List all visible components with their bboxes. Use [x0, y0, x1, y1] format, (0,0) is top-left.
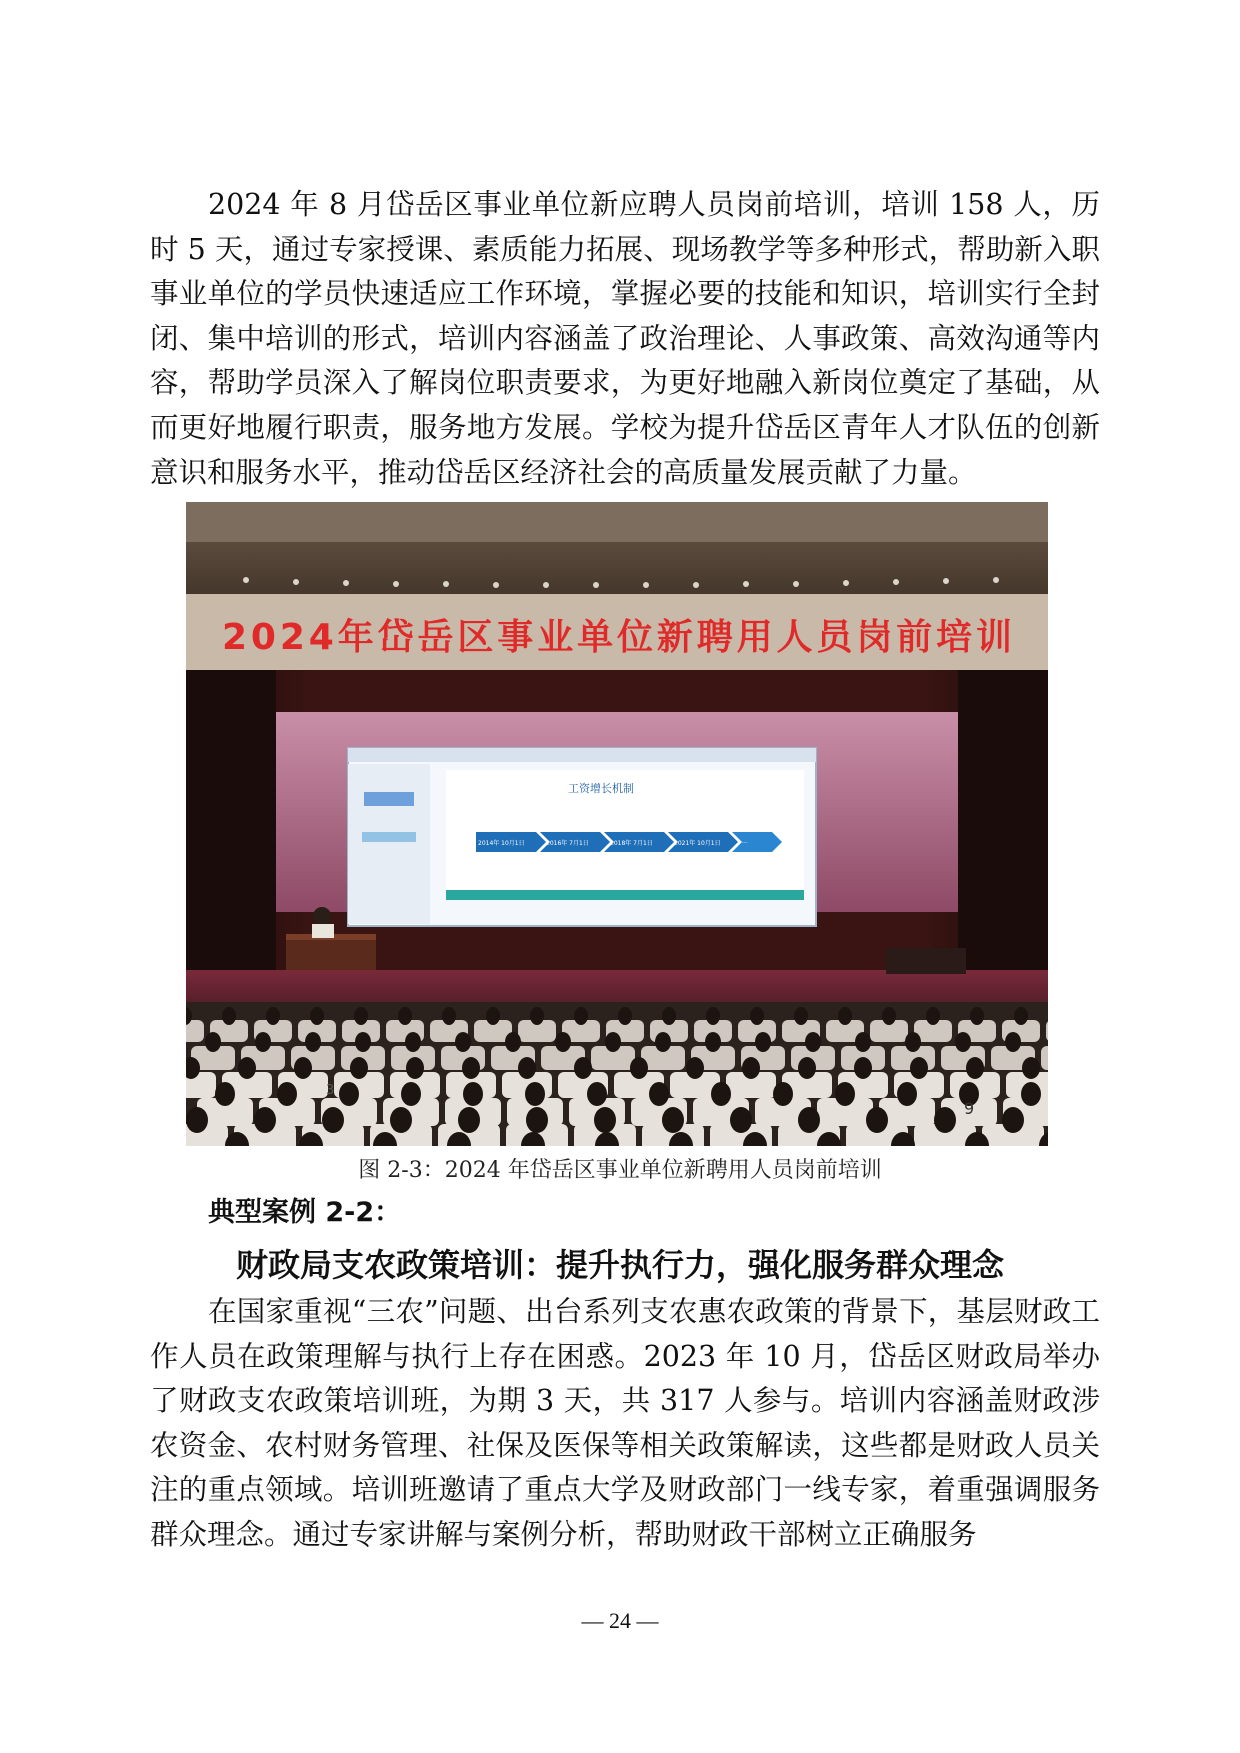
svg-text:2014年 10月1日: 2014年 10月1日 [478, 840, 525, 847]
case-title: 财政局支农政策培训：提升执行力，强化服务群众理念 [235, 1246, 1004, 1284]
slide-title: 工资增长机制 [568, 782, 634, 795]
seat-number: 3 [326, 1083, 335, 1098]
body-paragraph-2: 在国家重视“三农”问题、出台系列支农惠农政策的背景下，基层财政工作人员在政策理解与执行上存在困惑。2023 年 10 月，岱岳区财政局举办了财政支农政策培训班，为期 3 天，共 317 人参与。培训内容涵盖财政涉农资金、农村财务管理、社保及医保等相关政策解读，这些都是财政人员关注的重点领域。培训班邀请了重点大学及财政部门一线专家，着重强调服务群众理念。通过专家讲解与案例分析，帮助财政干部树立正确服务 [150, 1295, 1100, 1551]
svg-text:···: ··· [742, 840, 748, 847]
seat-number: 9 [964, 1099, 975, 1118]
banner-text: 2024年岱岳区事业单位新聘用人员岗前培训 [222, 617, 1012, 658]
page-number: — 24 — [581, 1608, 659, 1633]
body-paragraph-1: 2024 年 8 月岱岳区事业单位新应聘人员岗前培训，培训 158 人，历时 5 天，通过专家授课、素质能力拓展、现场教学等多种形式，帮助新入职事业单位的学员快速适应工作环境，掌握必要的技能和知识，培训实行全封闭、集中培训的形式，培训内容涵盖了政治理论、人事政策、高效沟通等内容，帮助学员深入了解岗位职责要求，为更好地融入新岗位奠定了基础，从而更好地履行职责，服务地方发展。学校为提升岱岳区青年人才队伍的创新意识和服务水平，推动岱岳区经济社会的高质量发展贡献了力量。 [150, 188, 1100, 489]
svg-text:2021年 10月1日: 2021年 10月1日 [674, 840, 721, 847]
training-photo [186, 502, 1048, 1146]
svg-text:2016年 7月1日: 2016年 7月1日 [546, 840, 589, 847]
figure-caption: 图 2-3：2024 年岱岳区事业单位新聘用人员岗前培训 [358, 1158, 882, 1183]
audience [186, 1007, 1048, 1146]
case-label: 典型案例 2-2： [208, 1197, 402, 1228]
svg-text:2018年 7月1日: 2018年 7月1日 [610, 840, 653, 847]
slide-timeline [476, 832, 782, 852]
